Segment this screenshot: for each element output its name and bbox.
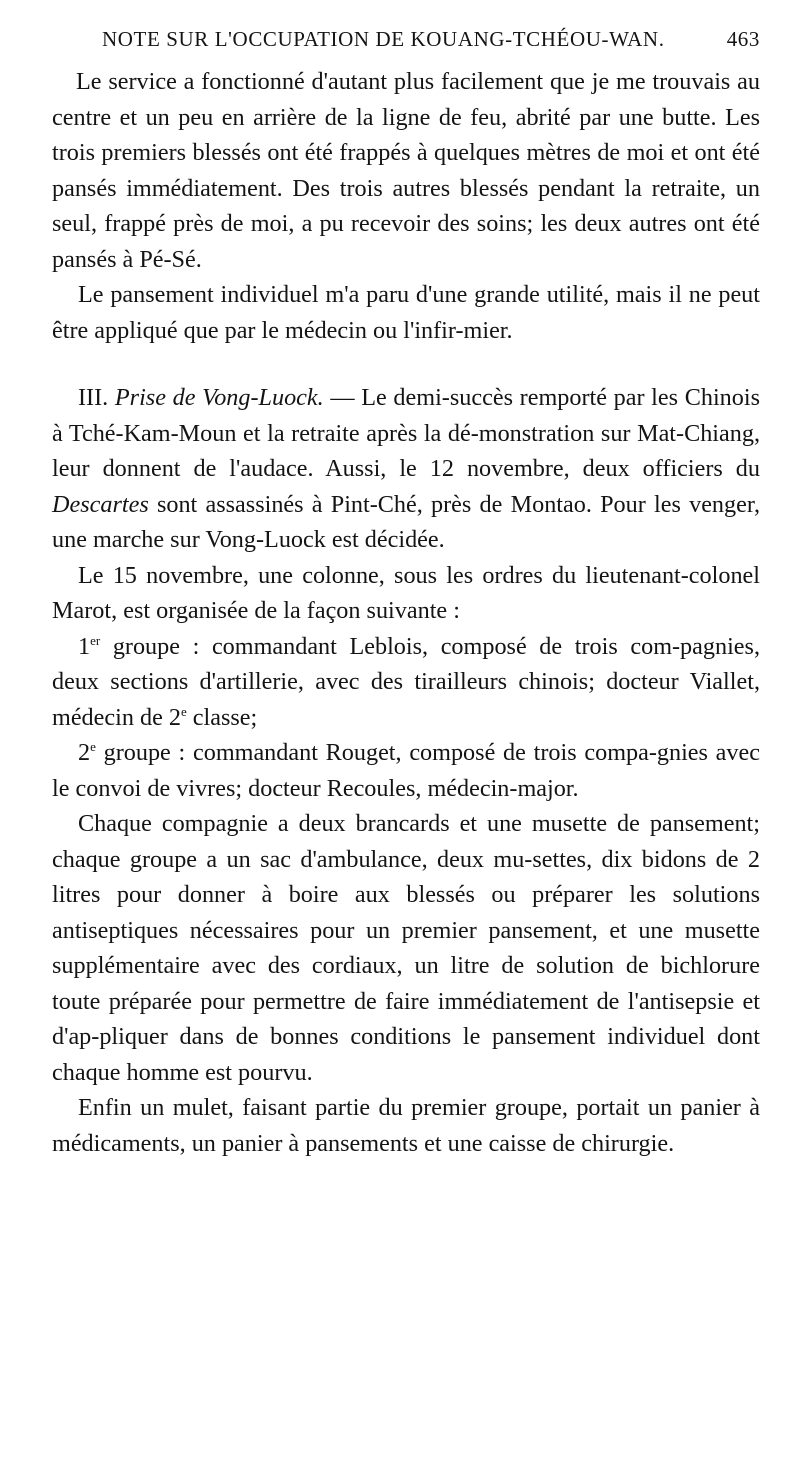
section-text-part2: sont assassinés à Pint-Ché, près de Montao. Pour les venger, une marche sur Vong-Luock est décidée. xyxy=(52,490,760,553)
running-head-title: NOTE SUR L'OCCUPATION DE KOUANG-TCHÉOU-WAN. xyxy=(102,27,665,51)
paragraph-mulet: Enfin un mulet, faisant partie du premier groupe, portait un panier à médicaments, un panier à pansements et une caisse de chirurgie. xyxy=(52,1094,760,1157)
paragraph-section-iii xyxy=(52,380,760,558)
second-group-ordinal-suffix: e xyxy=(90,739,96,754)
paragraph-colonne: Le 15 novembre, une colonne, sous les ordres du lieutenant-colonel Marot, est organisée de la façon suivante : xyxy=(52,561,760,624)
paragraph-service: Le service a fonctionné d'autant plus facilement que je me trouvais au centre et un peu en arrière de la ligne de feu, abrité par une butte. Les trois premiers blessés ont été frappés à quelques mètres de moi et ont été pansés immédiatement. Des trois autres blessés pendant la retraite, un seul, frappé près de moi, a pu recevoir des soins; les deux autres ont été pansés à Pé-Sé. xyxy=(52,68,760,273)
paragraph-equipment: Chaque compagnie a deux brancards et une musette de pansement; chaque groupe a un sac d'ambulance, deux mu-settes, dix bidons de 2 litres pour donner à boire aux blessés ou préparer les solutions antiseptiques nécessaires pour un premier pansement, et une musette supplémentaire avec des cordiaux, un litre de solution de bichlorure toute préparée pour permettre de faire immédiatement de l'antisepsie et d'ap-pliquer dans de bonnes conditions le pansement individuel dont chaque homme est pourvu. xyxy=(52,810,760,1086)
section-numeral: III. xyxy=(78,384,109,411)
section-title: Prise de Vong-Luock. xyxy=(114,384,324,411)
section-text-part1: Le demi-succès remporté par les Chinois à Tché-Kam-Moun et la retraite après la dé-monstration sur Mat-Chiang, leur donnent de l'audace. Aussi, le 12 novembre, deux officiers du xyxy=(52,384,760,482)
paragraph-pansement-individuel: Le pansement individuel m'a paru d'une grande utilité, mais il ne peut être appliqué que par le médecin ou l'infir-mier. xyxy=(52,281,760,344)
paragraph-second-group xyxy=(52,735,760,806)
first-group-number: 1 xyxy=(78,632,91,660)
first-group-text-end: classe; xyxy=(186,703,258,731)
body-text xyxy=(52,64,760,1161)
second-group-number: 2 xyxy=(78,739,91,766)
section-dash: — xyxy=(323,384,362,411)
page-number: 463 xyxy=(726,27,760,51)
first-group-ordinal-suffix: er xyxy=(90,632,101,648)
first-group-text: groupe : commandant Leblois, composé de trois com-pagnies, deux sections d'artillerie, avec des tirailleurs chinois; docteur Viallet, médecin de 2 xyxy=(52,632,760,731)
second-group-text: groupe : commandant Rouget, composé de trois compa-gnies avec le convoi de vivres; docteur Recoules, médecin-major. xyxy=(52,739,760,802)
class-ordinal-suffix: e xyxy=(180,703,187,719)
running-head xyxy=(102,22,760,56)
ship-name: Descartes xyxy=(52,490,149,518)
paragraph-first-group xyxy=(52,629,760,736)
book-page xyxy=(52,22,760,1161)
section-spacer xyxy=(52,348,760,380)
